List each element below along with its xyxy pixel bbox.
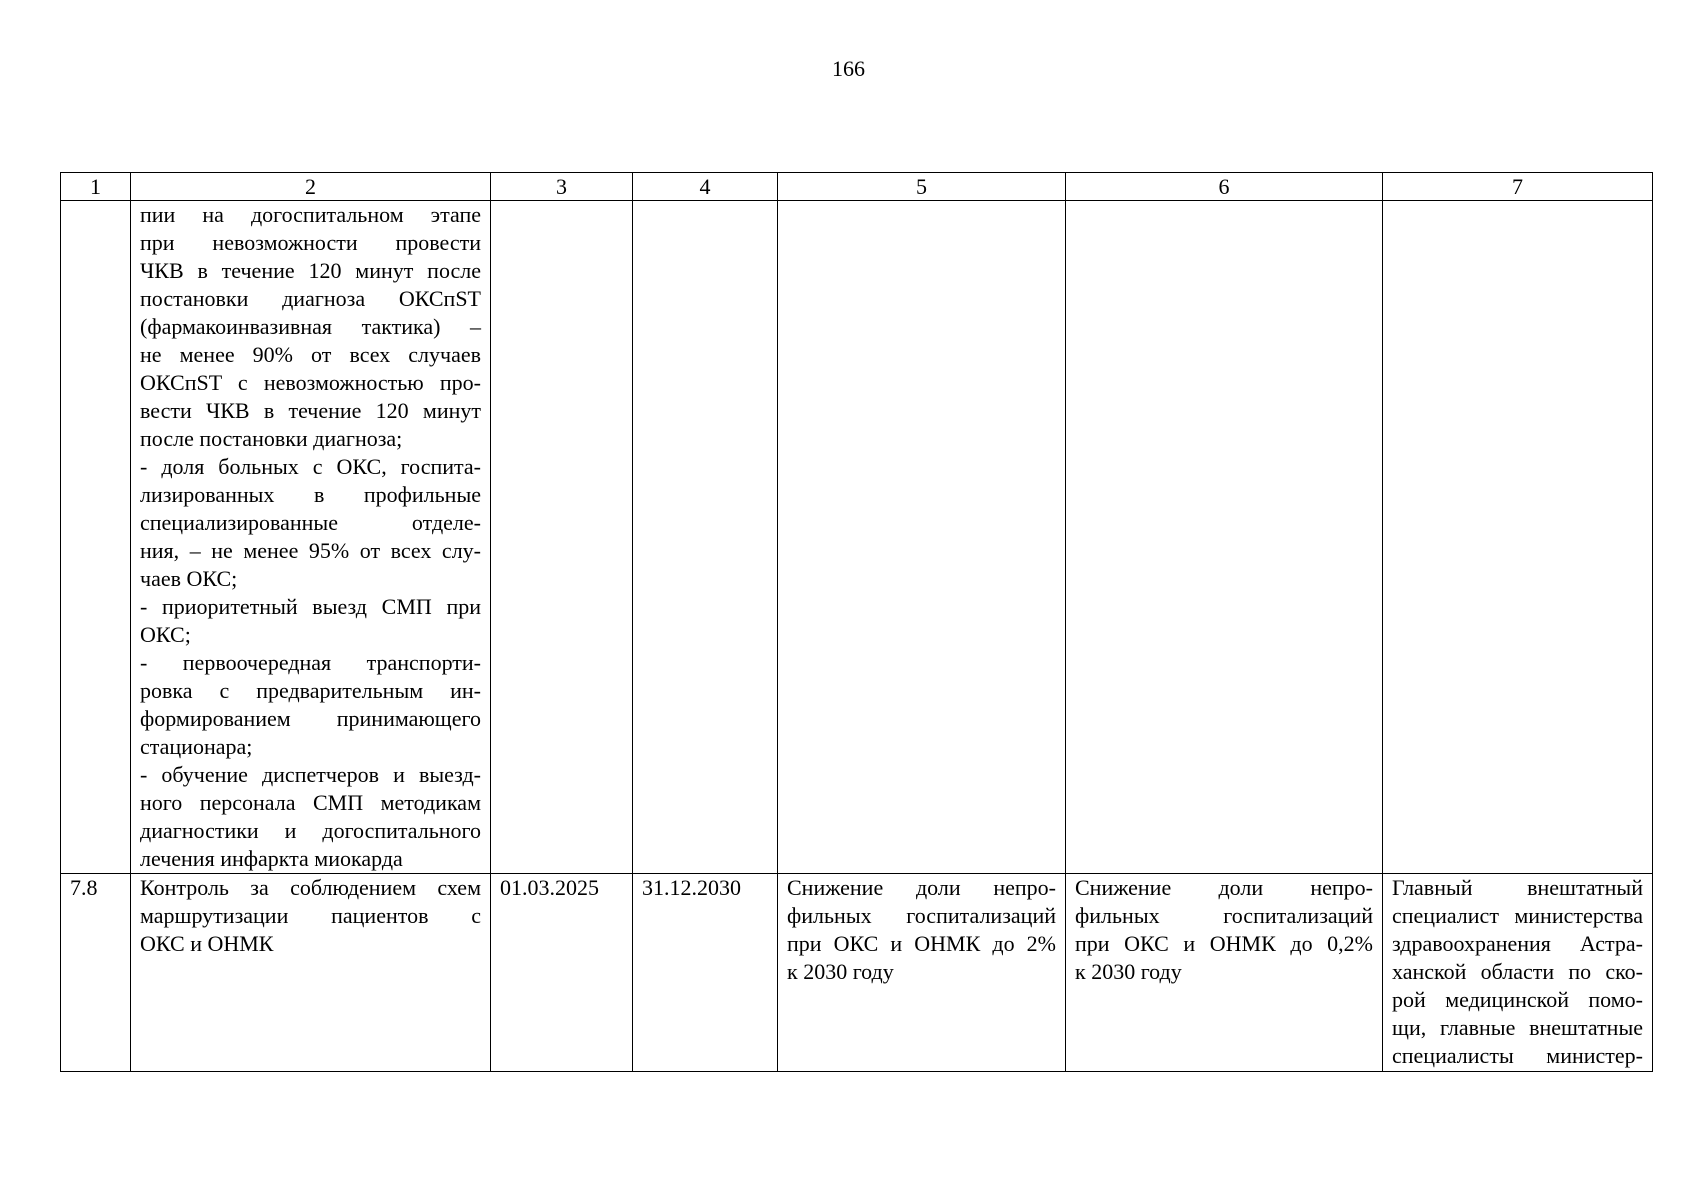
column-header-6: 6 [1066,173,1383,201]
text-line: к 2030 году [787,959,894,984]
text-line: специализированные отделе- [140,510,481,535]
cell-result [778,201,1066,874]
cell-indicator [1066,201,1383,874]
text-line: - обучение диспетчеров и выезд- [140,762,481,787]
text-line: - первоочередная транспорти- [140,650,481,675]
text-line: при ОКС и ОНМК до 0,2% [1075,931,1373,956]
text-line: после постановки диагноза; [140,426,403,451]
cell-indicator [1066,874,1383,1072]
text-line: - доля больных с ОКС, госпита- [140,454,481,479]
text-line: ханской области по ско- [1392,959,1643,984]
text-line: постановки диагноза ОКСпST [140,286,481,311]
text-line: лечения инфаркта миокарда [140,846,403,871]
text-line: щи, главные внештатные [1392,1015,1643,1040]
text-line: Снижение доли непро- [787,875,1056,900]
text-line: не менее 90% от всех случаев [140,342,481,367]
cell-responsible [1383,201,1653,874]
column-header-5: 5 [778,173,1066,201]
column-header-4: 4 [633,173,778,201]
cell-responsible [1383,874,1653,1072]
text-line: ния, – не менее 95% от всех слу- [140,538,481,563]
text-line: Контроль за соблюдением схем [140,875,481,900]
text-line: ОКСпST с невозможностью про- [140,370,481,395]
column-header-7: 7 [1383,173,1653,201]
text-line: фильных госпитализаций [1075,903,1373,928]
text-line: фильных госпитализаций [787,903,1056,928]
cell-number [61,201,131,874]
column-header-2: 2 [131,173,491,201]
cell-end-date [633,201,778,874]
text-line: ного персонала СМП методикам [140,790,481,815]
text-line: - приоритетный выезд СМП при [140,594,481,619]
text-line: стационара; [140,734,253,759]
cell-number: 7.8 [61,874,131,1072]
text-line: к 2030 году [1075,959,1182,984]
text-line: (фармакоинвазивная тактика) – [140,314,481,339]
column-header-1: 1 [61,173,131,201]
text-line: здравоохранения Астра- [1392,931,1643,956]
document-table [60,172,1653,1072]
text-line: вести ЧКВ в течение 120 минут [140,398,481,423]
text-line: формированием принимающего [140,706,481,731]
text-line: Снижение доли непро- [1075,875,1373,900]
text-line: маршрутизации пациентов с [140,903,481,928]
text-line: при ОКС и ОНМК до 2% [787,931,1056,956]
text-line: ОКС; [140,622,191,647]
text-line: лизированных в профильные [140,482,481,507]
text-line: чаев ОКС; [140,566,238,591]
text-line: при невозможности провести [140,230,481,255]
text-line: ЧКВ в течение 120 минут после [140,258,481,283]
table-row [61,874,1653,1072]
cell-result [778,874,1066,1072]
cell-start-date: 01.03.2025 [491,874,633,1072]
text-line: пии на догоспитальном этапе [140,202,481,227]
text-line: специалист министерства [1392,903,1643,928]
page-number: 166 [832,56,865,81]
text-line: рой медицинской помо- [1392,987,1643,1012]
column-header-3: 3 [491,173,633,201]
table-header-row [61,173,1653,201]
text-line: ровка с предварительным ин- [140,678,481,703]
cell-measure [131,874,491,1072]
text-line: специалисты министер- [1392,1043,1643,1068]
text-line: диагностики и догоспитального [140,818,481,843]
cell-measure-continued [131,201,491,874]
text-line: Главный внештатный [1392,875,1643,900]
table-row [61,201,1653,874]
cell-start-date [491,201,633,874]
text-line: ОКС и ОНМК [140,931,274,956]
cell-end-date: 31.12.2030 [633,874,778,1072]
